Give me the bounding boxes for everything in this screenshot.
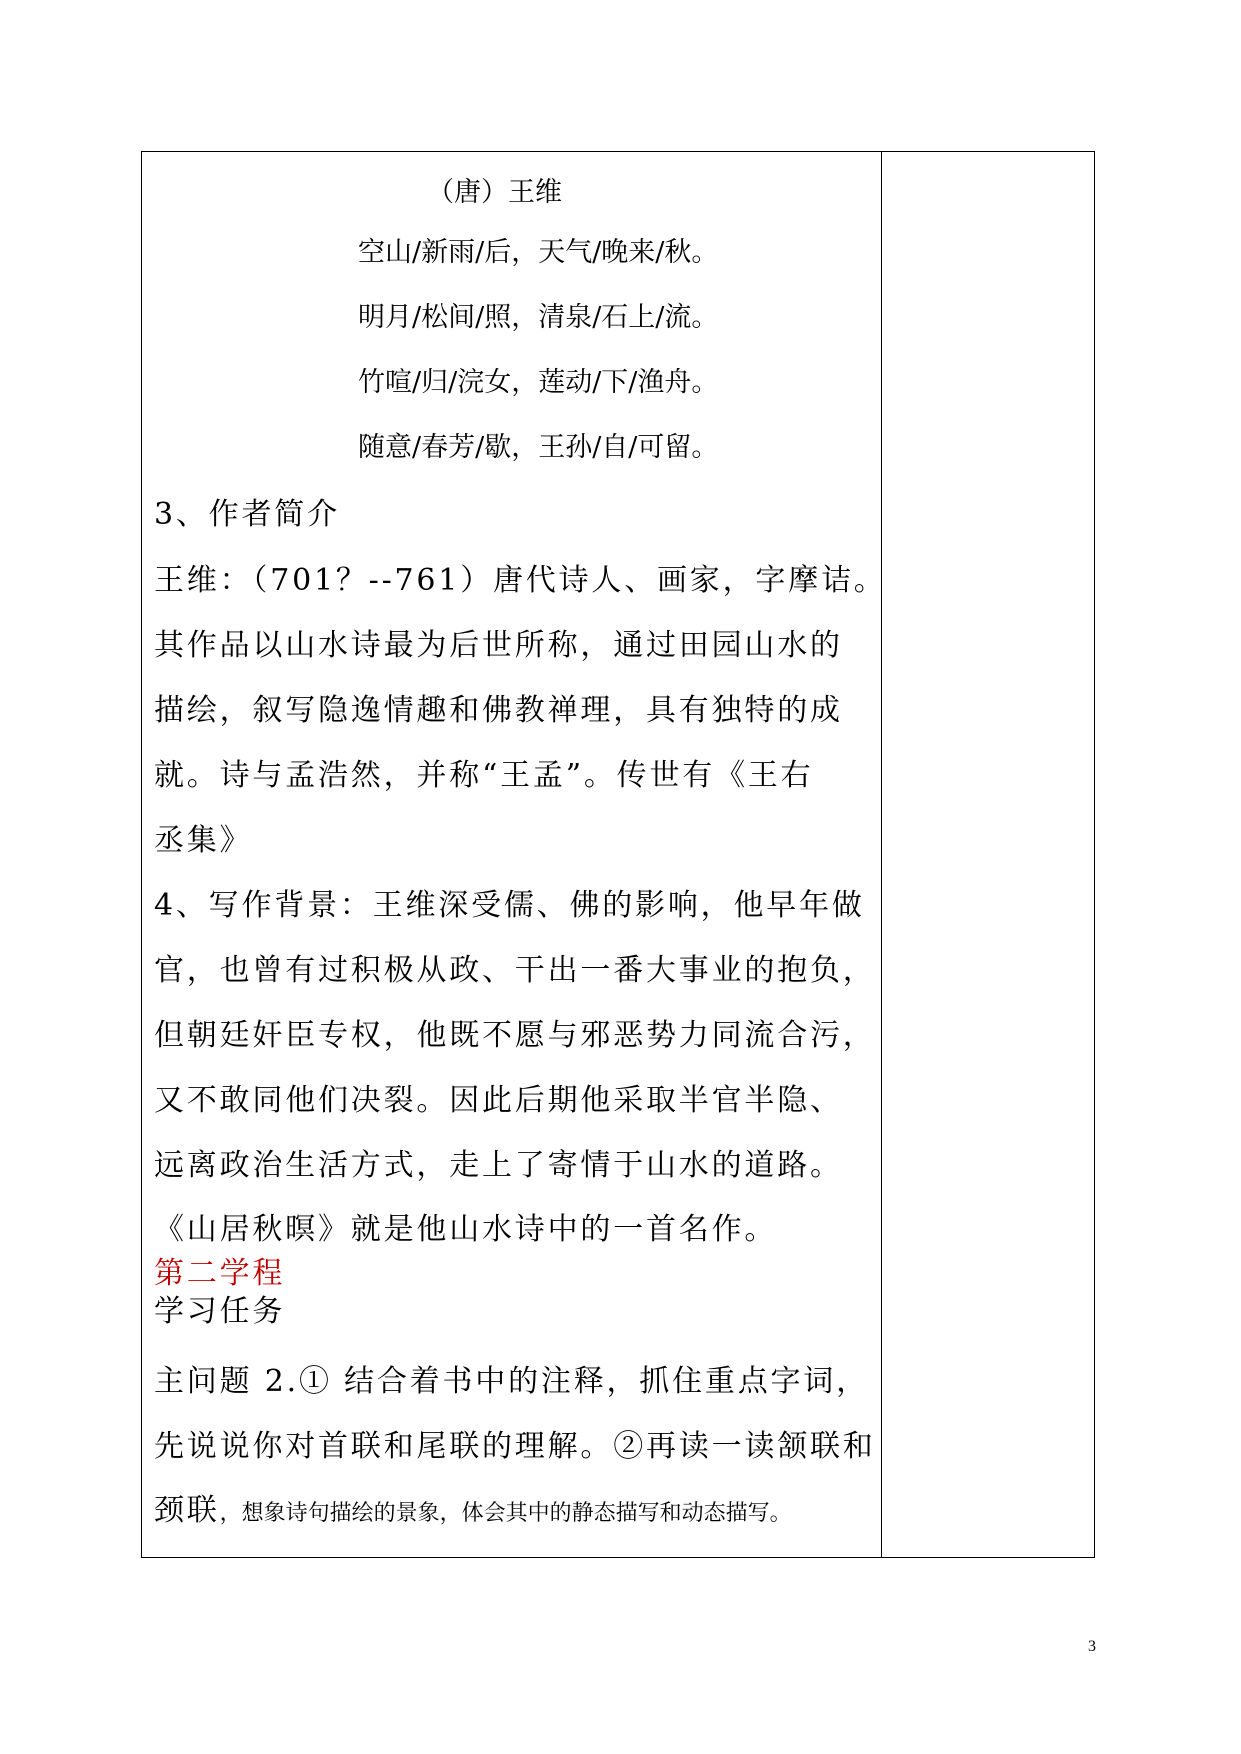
poem-line-4: 随意/春芳/歇，王孙/自/可留。 [358,432,719,463]
question-line-2: 先说说你对首联和尾联的理解。②再读一读颔联和 [154,1429,876,1464]
background-line-1: 4、写作背景：王维深受儒、佛的影响，他早年做 [154,888,865,923]
author-intro-line-3: 描绘，叙写隐逸情趣和佛教禅理，具有独特的成 [154,693,843,728]
section-title: 第二学程 [154,1256,286,1291]
section-subtitle: 学习任务 [154,1294,286,1329]
background-line-2: 官，也曾有过积极从政、干出一番大事业的抱负， [154,953,876,988]
author-intro-heading: 3、作者简介 [154,497,340,532]
background-line-3: 但朝廷奸臣专权，他既不愿与邪恶势力同流合污， [154,1018,876,1053]
author-intro-line-5: 丞集》 [154,823,253,858]
question-line-1: 主问题 2.① 结合着书中的注释，抓住重点字词， [154,1364,869,1399]
question-line-3-tail: ，想象诗句描绘的景象，体会其中的静态描写和动态描写。 [219,1501,792,1526]
question-line-3 [154,1485,792,1529]
author-intro-line-4: 就。诗与孟浩然，并称“王孟”。传世有《王右 [154,758,814,793]
question-line-3-head: 颈联 [154,1493,220,1528]
background-line-5: 远离政治生活方式，走上了寄情于山水的道路。 [154,1148,843,1183]
content-table [141,151,1095,1558]
poem-line-2: 明月/松间/照，清泉/石上/流。 [358,302,719,333]
author-intro-line-2: 其作品以山水诗最为后世所称，通过田园山水的 [154,628,843,663]
poem-line-1: 空山/新雨/后，天气/晚来/秋。 [358,237,719,268]
page-number: 3 [1088,1638,1096,1655]
background-line-6: 《山居秋暝》就是他山水诗中的一首名作。 [154,1212,778,1247]
notes-column [883,152,1093,1557]
column-divider [881,152,882,1557]
main-column [142,152,887,1557]
author-intro-line-1: 王维：（701？--761）唐代诗人、画家，字摩诘。 [154,563,887,598]
poem-author: （唐）王维 [427,177,562,208]
background-line-4: 又不敢同他们决裂。因此后期他采取半官半隐、 [154,1083,843,1118]
poem-line-3: 竹喧/归/浣女，莲动/下/渔舟。 [358,367,719,398]
